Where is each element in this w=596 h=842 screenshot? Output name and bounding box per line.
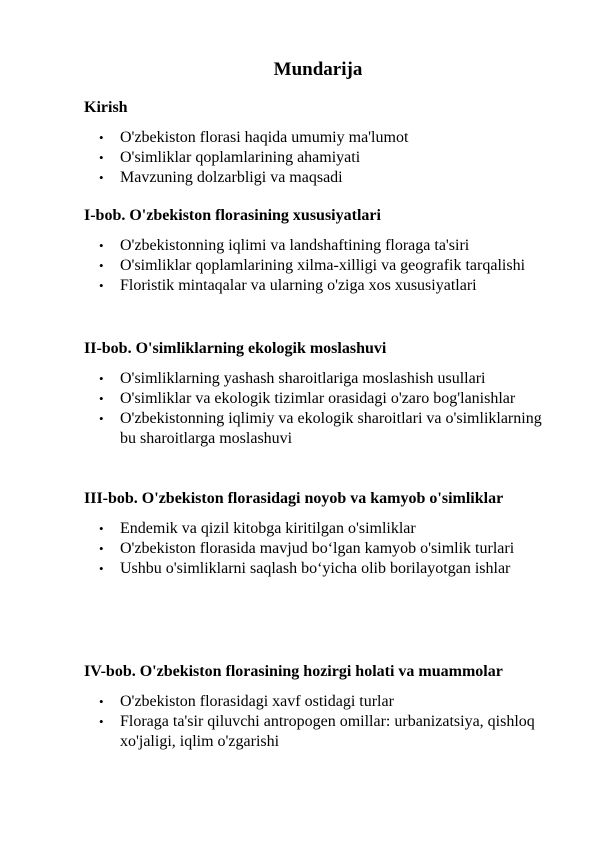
list-item (84, 276, 554, 296)
page-title: Mundarija (273, 59, 363, 80)
list-item (84, 369, 554, 389)
list-item (84, 539, 554, 559)
section-item-list (84, 692, 554, 752)
list-item (84, 692, 554, 712)
bullet-icon: • (99, 714, 104, 729)
section-chapter-4 (84, 662, 554, 752)
list-item-text: Endemik va qizil kitobga kiritilgan o'simliklar (120, 520, 416, 537)
list-item (84, 389, 554, 409)
list-item-text: O'zbekiston florasidagi xavf ostidagi turlar (120, 693, 394, 710)
list-item (84, 128, 554, 148)
section-chapter-3 (84, 489, 554, 579)
bullet-icon: • (99, 694, 104, 709)
section-chapter-1 (84, 206, 554, 296)
list-item (84, 712, 554, 752)
section-heading: II-bob. O'simliklarning ekologik moslashuvi (84, 340, 387, 357)
section-chapter-2 (84, 339, 554, 449)
section-item-list (84, 519, 554, 579)
list-item-text: O'simliklar va ekologik tizimlar orasidagi o'zaro bog'lanishlar (120, 390, 516, 407)
bullet-icon: • (99, 561, 104, 576)
list-item-text: O'zbekiston florasi haqida umumiy ma'lumot (120, 129, 409, 146)
bullet-icon: • (99, 521, 104, 536)
list-item (84, 168, 554, 188)
list-item-text: Floristik mintaqalar va ularning o'ziga xos xususiyatlari (120, 277, 477, 294)
list-item (84, 236, 554, 256)
bullet-icon: • (99, 371, 104, 386)
list-item-text: O'zbekiston florasida mavjud bo‘lgan kamyob o'simlik turlari (120, 540, 515, 557)
section-item-list (84, 128, 554, 188)
section-heading: IV-bob. O'zbekiston florasining hozirgi holati va muammolar (84, 663, 503, 680)
section-item-list (84, 369, 554, 449)
list-item (84, 256, 554, 276)
bullet-icon: • (99, 278, 104, 293)
list-item-text: Mavzuning dolzarbligi va maqsadi (120, 169, 343, 186)
bullet-icon: • (99, 170, 104, 185)
bullet-icon: • (99, 258, 104, 273)
list-item-text: O'simliklar qoplamlarining ahamiyati (120, 149, 361, 166)
bullet-icon: • (99, 541, 104, 556)
bullet-icon: • (99, 150, 104, 165)
list-item-text: O'zbekistonning iqlimi va landshaftining floraga ta'siri (120, 237, 470, 254)
list-item-text: O'simliklar qoplamlarining xilma-xilligi va geografik tarqalishi (120, 257, 526, 274)
list-item (84, 519, 554, 539)
section-heading: Kirish (84, 99, 128, 116)
section-heading: I-bob. O'zbekiston florasining xususiyatlari (84, 207, 381, 224)
list-item-text: Ushbu o'simliklarni saqlash bo‘yicha olib borilayotgan ishlar (120, 560, 511, 577)
bullet-icon: • (99, 130, 104, 145)
list-item (84, 409, 554, 449)
section-heading: III-bob. O'zbekiston florasidagi noyob va kamyob o'simliklar (84, 490, 504, 507)
list-item (84, 559, 554, 579)
list-item-text: Floraga ta'sir qiluvchi antropogen omillar: urbanizatsiya, qishloq xo'jaligi, iqlim o'zgarishi (120, 713, 535, 750)
list-item-text: O'simliklarning yashash sharoitlariga moslashish usullari (120, 370, 486, 387)
bullet-icon: • (99, 411, 104, 426)
section-kirish (84, 98, 554, 188)
bullet-icon: • (99, 391, 104, 406)
section-item-list (84, 236, 554, 296)
list-item-text: O'zbekistonning iqlimiy va ekologik sharoitlari va o'simliklarning bu sharoitlarga moslashuvi (120, 410, 542, 447)
list-item (84, 148, 554, 168)
bullet-icon: • (99, 238, 104, 253)
